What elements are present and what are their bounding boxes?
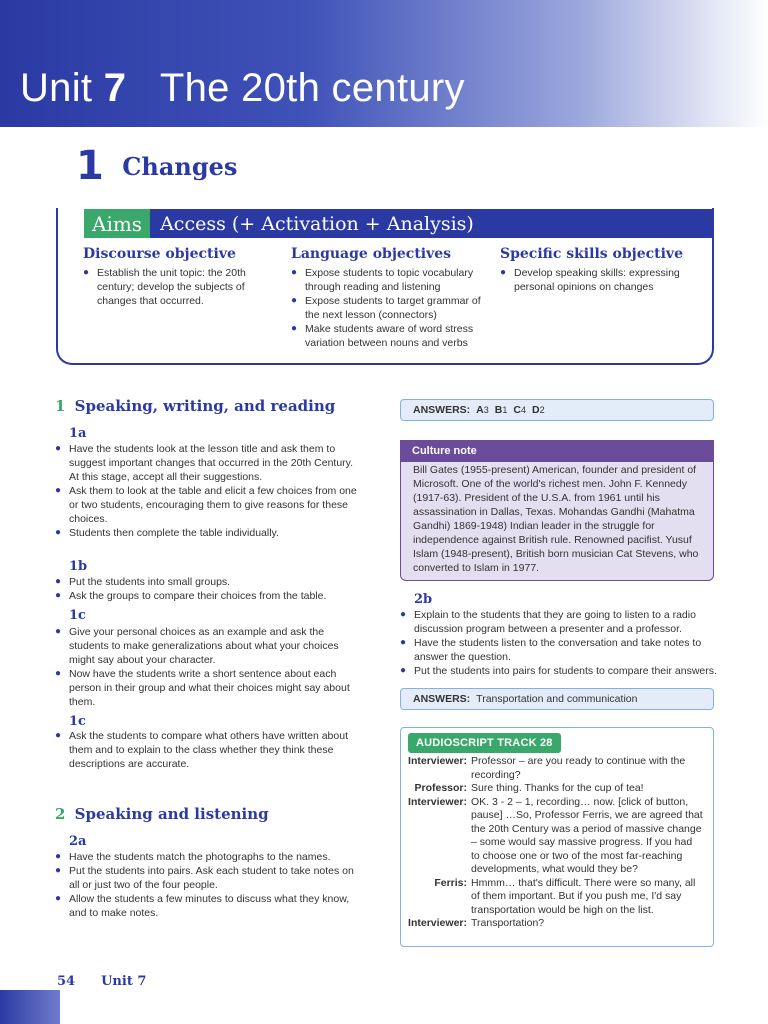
answer-value: 3 <box>483 405 489 415</box>
list-2a <box>55 850 365 920</box>
language-heading: Language objectives <box>291 246 452 262</box>
list-item: ● Students then complete the table individually. <box>55 526 365 540</box>
script-line <box>405 796 709 877</box>
section-1-heading <box>55 397 335 415</box>
discourse-objective <box>83 246 273 308</box>
list-item: ● Put the students into pairs for students to compare their answers. <box>400 664 718 678</box>
speaker: Ferris: <box>434 876 467 889</box>
answers-box-2 <box>400 688 714 710</box>
language-item: ● Expose students to topic vocabulary through reading and listening <box>291 266 486 294</box>
skills-heading: Specific skills objective <box>500 246 683 262</box>
speech: Sure thing. Thanks for the cup of tea! <box>471 782 644 794</box>
list-item: ● Give your personal choices as an example and ask the students to make generalizations about what your choices might say about your character. <box>55 625 365 667</box>
answers-label: ANSWERS: <box>413 693 471 705</box>
script-line <box>405 877 709 918</box>
answers-label: ANSWERS: <box>413 404 471 416</box>
speaker: Interviewer: <box>408 755 467 767</box>
aims-header <box>84 209 714 238</box>
list-1c-second <box>55 729 365 771</box>
list-1a <box>55 442 365 540</box>
answer-key: B <box>494 404 503 416</box>
speech: Professor – are you ready to continue with the recording? <box>471 755 686 781</box>
culture-note-text: Bill Gates (1955-present) American, founder and president of Microsoft. One of the world's richest men. John F. Kennedy (1917-63). President of the U.S.A. from 1961 until his assassination in Dallas, Texas. Mohandas Gandhi (Mahatma Gandhi) 1869-1948) Indian leader in the struggle for independence against British rule. Renowned pacifist. Yusuf Islam (1948-present), British born musician Cat Stevens, who converted to Islam in 1977. <box>413 464 699 574</box>
audioscript-tag: AUDIOSCRIPT TRACK 28 <box>408 733 561 753</box>
answer-value: 4 <box>520 405 526 415</box>
language-item: ● Make students aware of word stress variation between nouns and verbs <box>291 322 486 350</box>
script-line <box>405 917 709 931</box>
unit-name: The 20th century <box>159 66 465 110</box>
list-2b <box>400 608 718 678</box>
aims-text: Access (+ Activation + Analysis) <box>160 212 474 235</box>
answers-text: Transportation and communication <box>476 693 638 705</box>
answers-box-1 <box>400 399 714 421</box>
list-item: ● Now have the students write a short sentence about each person in their group and what their choices might say about them. <box>55 667 365 709</box>
lesson-number: 1 <box>76 143 104 189</box>
speech: Hmmm… that's difficult. There were so many, all of them important. But if you push me, I'd say transportation would be high on the list. <box>471 876 696 916</box>
section-2-title: Speaking and listening <box>74 805 269 823</box>
section-2-number: 2 <box>55 805 66 823</box>
list-item: ● Put the students into small groups. <box>55 575 365 589</box>
speaker: Interviewer: <box>408 917 467 929</box>
page-footer <box>57 974 146 989</box>
answer-key: C <box>513 404 521 416</box>
language-objectives <box>291 246 486 350</box>
speech: Transportation? <box>471 917 545 929</box>
lesson-heading <box>76 143 237 189</box>
subheading-1c-second: 1c <box>69 714 86 729</box>
section-1-title: Speaking, writing, and reading <box>74 397 336 415</box>
unit-number: 7 <box>103 66 127 110</box>
speaker: Interviewer: <box>408 795 467 808</box>
lesson-title: Changes <box>122 151 238 181</box>
list-item: ● Ask the students to compare what others have written about them and to explain to the class whether they think these descriptions are accurate. <box>55 729 365 771</box>
script-line <box>405 782 709 796</box>
section-2-heading <box>55 805 269 823</box>
audioscript-lines <box>405 755 709 931</box>
subheading-2b: 2b <box>414 592 433 607</box>
subheading-1b: 1b <box>69 559 88 574</box>
list-item: ● Allow the students a few minutes to discuss what they know, and to make notes. <box>55 892 365 920</box>
aims-tag: Aims <box>84 209 150 238</box>
speaker: Professor: <box>414 782 467 794</box>
list-item: ● Ask the groups to compare their choices from the table. <box>55 589 365 603</box>
script-line <box>405 755 709 782</box>
answer-key: A <box>476 404 484 416</box>
language-item: ● Expose students to target grammar of the next lesson (connectors) <box>291 294 486 322</box>
list-1b <box>55 575 365 603</box>
list-item: ● Put the students into pairs. Ask each student to take notes on all or just two of the four people. <box>55 864 365 892</box>
discourse-item: ● Establish the unit topic: the 20th century; develop the subjects of changes that occurred. <box>83 266 273 308</box>
list-item: ● Have the students listen to the conversation and take notes to answer the question. <box>400 636 718 664</box>
culture-note-heading: Culture note <box>400 440 714 462</box>
subheading-1c: 1c <box>69 608 86 623</box>
answer-key: D <box>532 404 540 416</box>
subheading-1a: 1a <box>69 426 87 441</box>
skills-item: ● Develop speaking skills: expressing personal opinions on changes <box>500 266 695 294</box>
subheading-2a: 2a <box>69 834 87 849</box>
footer-bar <box>0 990 60 1024</box>
unit-label: Unit <box>20 66 93 110</box>
unit-title <box>20 66 465 111</box>
skills-objective <box>500 246 695 294</box>
list-item: ● Have the students look at the lesson title and ask them to suggest important changes that occurred in the 20th Century. At this stage, accept all their suggestions. <box>55 442 365 484</box>
page-number: 54 <box>57 974 76 989</box>
footer-unit: Unit 7 <box>101 974 147 989</box>
list-item: ● Explain to the students that they are going to listen to a radio discussion program between a presenter and a professor. <box>400 608 718 636</box>
list-item: ● Have the students match the photographs to the names. <box>55 850 365 864</box>
list-item: ● Ask them to look at the table and elicit a few choices from one or two students, encouraging them to give reasons for these choices. <box>55 484 365 526</box>
discourse-heading: Discourse objective <box>83 246 236 262</box>
answer-value: 1 <box>502 405 508 415</box>
answer-value: 2 <box>539 405 545 415</box>
list-1c <box>55 625 365 709</box>
speech: OK. 3 - 2 – 1, recording… now. [click of button, pause] …So, Professor Ferris, we are agreed that the 20th Century was a period of massive change – some would say massive progress. If you had to choose one or two of the most far-reaching developments, what would they be? <box>471 795 703 875</box>
section-1-number: 1 <box>55 397 66 415</box>
